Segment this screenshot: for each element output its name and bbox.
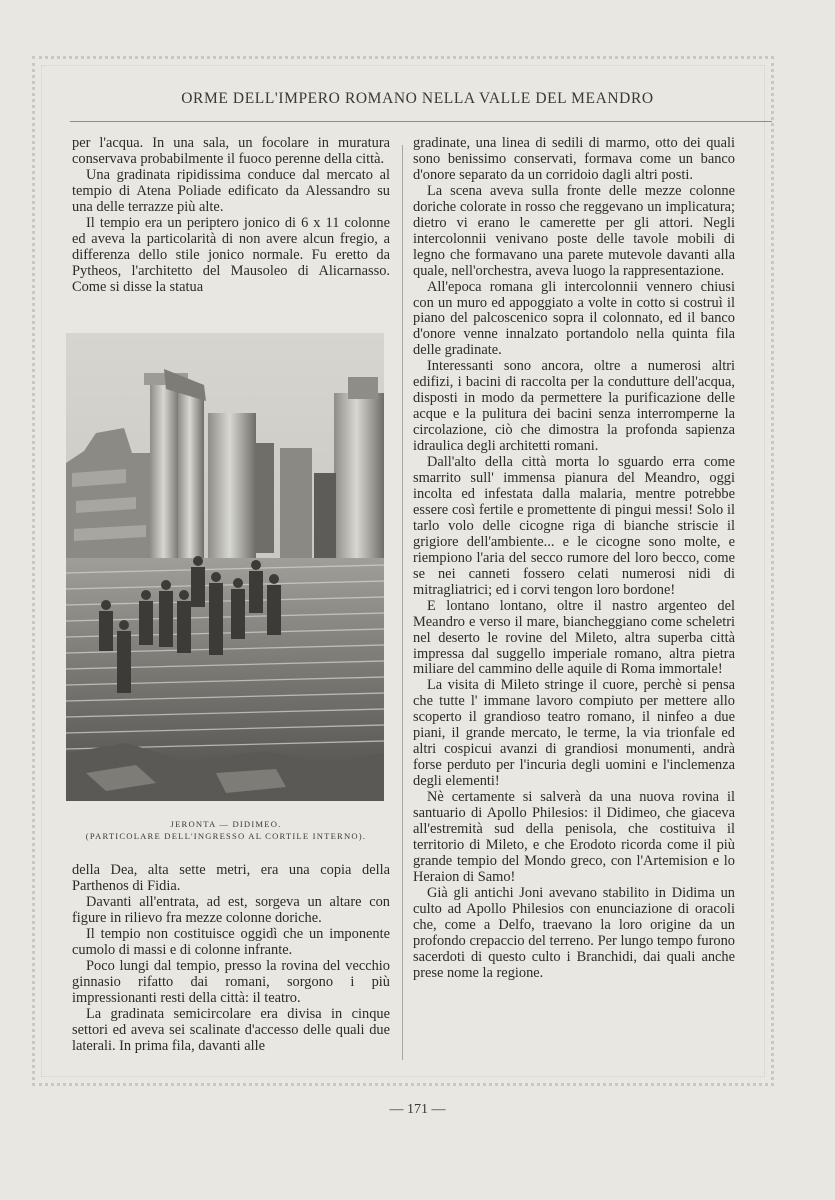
paragraph: gradinate, una linea di sedili di marmo, otto dei quali sono benissimo conservati, formava come un banco d'onore separato da un corridoio dagli altri posti. — [413, 135, 735, 183]
paragraph: per l'acqua. In una sala, un focolare in muratura conservava probabilmente il fuoco perenne della città. — [72, 135, 390, 167]
column-divider — [402, 145, 403, 1060]
paragraph: Una gradinata ripidissima conduce dal mercato al tempio di Atena Poliade edificato da Alessandro su una delle terrazze più alte. — [72, 166, 390, 215]
caption-subtitle: (PARTICOLARE DELL'INGRESSO AL CORTILE INTERNO). — [85, 831, 367, 841]
paragraph: Dall'alto della città morta lo sguardo erra come smarrito sull' immensa pianura del Meandro, oggi incolta ed infestata dalla malaria, mentre potrebbe essere così fertile e promettente di pingui messi! Solo il tarlo volo delle cicogne riga di bianche striscie il grigiore dell'ambiente... e le cicogne sono molte, e riempiono l'aria del secco rumore del loro becco, come se nei canneti fossero celati numerosi nidi di mitragliatrici; ed i corvi tengon loro bordone! — [413, 454, 735, 598]
header-rule — [70, 121, 772, 122]
paragraph: La gradinata semicircolare era divisa in cinque settori ed aveva sei scalinate d'accesso delle quali due laterali. In prima fila, davanti alle — [72, 1006, 390, 1054]
paragraph: Già gli antichi Joni avevano stabilito in Didima un culto ad Apollo Philesios con enunciazione di oracoli che, come a Delfo, traevano la loro origine da un profondo crepaccio del terreno. Per lungo tempo furono sacerdoti di questo culto i Branchidi, dai quali anche prese nome la regione. — [413, 884, 735, 981]
paragraph: E lontano lontano, oltre il nastro argenteo del Meandro e verso il mare, biancheggiano come scheletri nel deserto le rovine del Mileto, altra superba città impressa dal suggello imperiale romano, altra pietra miliare del cammino delle aquile di Roma immortale! — [413, 597, 735, 678]
caption-title: JERONTA — DIDIMEO. — [170, 819, 282, 829]
left-column-bottom — [72, 862, 390, 1054]
paragraph: Davanti all'entrata, ad est, sorgeva un altare con figure in rilievo fra mezze colonne doriche. — [72, 894, 390, 926]
paragraph: Nè certamente si salverà da una nuova rovina il santuario di Apollo Philesios: il Didimeo, che giaceva all'estremità sud della penisola, che costituiva il territorio di Mileto, e che Erodoto ricorda come il più grande tempio del Mondo greco, con l'Artemision e lo Heraion di Samo! — [413, 789, 735, 885]
paragraph: La visita di Mileto stringe il cuore, perchè si pensa che tutte l' immane lavoro compiuto per mettere allo scoperto il grandioso teatro romano, il ninfeo a due piani, il grande mercato, le terme, la via trionfale ed altri cospicui avanzi di grandiosi monumenti, andrà forse perduto per l'incuria degli uomini e l'inclemenza degli elementi! — [413, 677, 735, 790]
running-header: ORME DELL'IMPERO ROMANO NELLA VALLE DEL MEANDRO — [181, 90, 654, 107]
photograph-temple-ruins — [66, 333, 384, 801]
paragraph: Interessanti sono ancora, oltre a numerosi altri edifizi, i bacini di raccolta per la condutture dell'acqua, disposti in modo da permettere la purificazione delle acque e la pulitura dei bacini senza interromperne la circolazione, ciò che dimostra la profonda sapienza idraulica degli architetti romani. — [413, 358, 735, 455]
paragraph: All'epoca romana gli intercolonnii vennero chiusi con un muro ed appoggiato a volte in cotto si costruì il piano del palcoscenico sopra il colonnato, ed il banco d'onore venne innalzato portandolo nella quinta fila delle gradinate. — [413, 278, 735, 359]
paragraph: Il tempio non costituisce oggidì che un imponente cumolo di massi e di colonne infrante. — [72, 926, 390, 958]
paragraph: La scena aveva sulla fronte delle mezze colonne doriche colorate in rosso che reggevano un implicatura; dietro vi erano le camerette per gli attori. Negli intercolonnii venivano poste delle tavole mobili di legno che formavano una parete mutevole davanti alla quale, nell'orchestra, aveva luogo la rappresentazione. — [413, 182, 735, 279]
page-number: — 171 — — [389, 1102, 446, 1117]
left-column-top — [72, 136, 390, 296]
photo-illustration — [66, 333, 384, 801]
right-column — [413, 136, 735, 982]
paragraph: Poco lungi dal tempio, presso la rovina del vecchio ginnasio rifatto dai romani, sorgono i più impressionanti resti della città: il teatro. — [72, 958, 390, 1006]
figure-caption — [70, 818, 382, 842]
paragraph: Il tempio era un periptero jonico di 6 x 11 colonne ed aveva la particolarità di non avere alcun fregio, a differenza dello stile jonico normale. Fu eretto da Pytheos, l'architetto del Mausoleo di Alicarnasso. Come si disse la statua — [72, 214, 390, 295]
paragraph: della Dea, alta sette metri, era una copia della Parthenos di Fidia. — [72, 862, 390, 894]
